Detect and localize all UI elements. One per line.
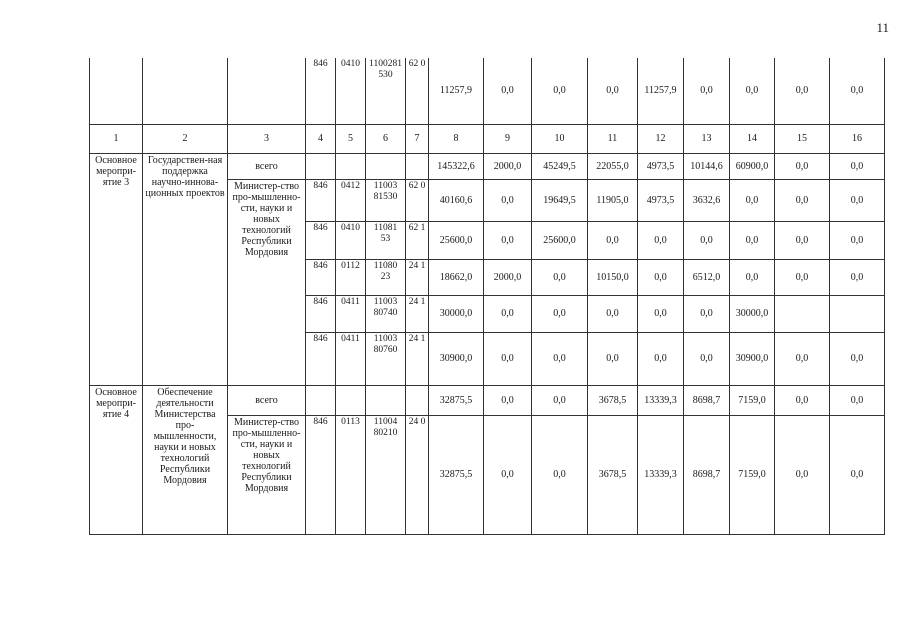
value-cell: 0,0 bbox=[638, 332, 684, 385]
value-cell: 0,0 bbox=[830, 415, 885, 534]
total-value-cell: 0,0 bbox=[775, 153, 830, 179]
value-cell: 0,0 bbox=[484, 58, 532, 124]
value-cell: 25600,0 bbox=[532, 221, 588, 259]
rzpr-code-cell: 0412 bbox=[336, 179, 366, 221]
value-cell: 0,0 bbox=[638, 259, 684, 295]
grbs-code-cell: 846 bbox=[306, 179, 336, 221]
total-value-cell: 0,0 bbox=[830, 385, 885, 415]
value-cell: 0,0 bbox=[830, 332, 885, 385]
value-cell: 2000,0 bbox=[484, 259, 532, 295]
page-number: 11 bbox=[876, 20, 889, 35]
rzpr-code-cell: 0411 bbox=[336, 295, 366, 332]
value-cell: 0,0 bbox=[484, 295, 532, 332]
total-value-cell: 32875,5 bbox=[429, 385, 484, 415]
total-value-cell: 0,0 bbox=[532, 385, 588, 415]
event-total-row bbox=[90, 385, 885, 415]
value-cell: 13339,3 bbox=[638, 415, 684, 534]
empty-cell bbox=[306, 385, 336, 415]
total-value-cell: 4973,5 bbox=[638, 153, 684, 179]
value-cell: 0,0 bbox=[830, 259, 885, 295]
csr-code-cell: 1100281 530 bbox=[366, 58, 406, 124]
column-number-cell: 2 bbox=[143, 124, 228, 153]
value-cell: 0,0 bbox=[588, 295, 638, 332]
value-cell: 11257,9 bbox=[429, 58, 484, 124]
value-cell: 0,0 bbox=[684, 332, 730, 385]
csr-code-cell: 11004 80210 bbox=[366, 415, 406, 534]
value-cell: 0,0 bbox=[730, 58, 775, 124]
total-value-cell: 2000,0 bbox=[484, 153, 532, 179]
column-number-cell: 9 bbox=[484, 124, 532, 153]
value-cell: 11257,9 bbox=[638, 58, 684, 124]
grbs-code-cell: 846 bbox=[306, 415, 336, 534]
value-cell: 0,0 bbox=[775, 58, 830, 124]
value-cell: 7159,0 bbox=[730, 415, 775, 534]
value-cell: 8698,7 bbox=[684, 415, 730, 534]
empty-cell bbox=[336, 153, 366, 179]
vr-code-cell: 62 0 bbox=[406, 58, 429, 124]
value-cell: 0,0 bbox=[684, 221, 730, 259]
value-cell: 0,0 bbox=[775, 221, 830, 259]
event-title-cell: Государствен-ная поддержка научно-иннова-ционных проектов bbox=[143, 153, 228, 385]
value-cell: 4973,5 bbox=[638, 179, 684, 221]
empty-cell bbox=[406, 153, 429, 179]
grbs-code-cell: 846 bbox=[306, 221, 336, 259]
value-cell: 18662,0 bbox=[429, 259, 484, 295]
value-cell: 0,0 bbox=[532, 415, 588, 534]
total-label-cell: всего bbox=[228, 153, 306, 179]
value-cell: 0,0 bbox=[532, 332, 588, 385]
event-name-cell: Основное меропри-ятие 4 bbox=[90, 385, 143, 534]
value-cell: 0,0 bbox=[684, 58, 730, 124]
total-value-cell: 45249,5 bbox=[532, 153, 588, 179]
column-number-cell: 14 bbox=[730, 124, 775, 153]
value-cell: 0,0 bbox=[775, 415, 830, 534]
value-cell: 11905,0 bbox=[588, 179, 638, 221]
column-number-cell: 8 bbox=[429, 124, 484, 153]
rzpr-code-cell: 0411 bbox=[336, 332, 366, 385]
column-number-cell: 16 bbox=[830, 124, 885, 153]
vr-code-cell: 62 0 bbox=[406, 179, 429, 221]
total-value-cell: 0,0 bbox=[484, 385, 532, 415]
column-number-cell: 3 bbox=[228, 124, 306, 153]
event-total-row bbox=[90, 153, 885, 179]
rzpr-code-cell: 0410 bbox=[336, 221, 366, 259]
column-number-cell: 1 bbox=[90, 124, 143, 153]
value-cell: 30000,0 bbox=[730, 295, 775, 332]
value-cell: 0,0 bbox=[684, 295, 730, 332]
empty-cell bbox=[228, 58, 306, 124]
value-cell: 0,0 bbox=[730, 179, 775, 221]
column-number-cell: 6 bbox=[366, 124, 406, 153]
value-cell: 30000,0 bbox=[429, 295, 484, 332]
value-cell: 0,0 bbox=[532, 58, 588, 124]
total-value-cell: 145322,6 bbox=[429, 153, 484, 179]
value-cell: 0,0 bbox=[830, 58, 885, 124]
event-name-cell: Основное меропри-ятие 3 bbox=[90, 153, 143, 385]
total-value-cell: 13339,3 bbox=[638, 385, 684, 415]
value-cell: 30900,0 bbox=[730, 332, 775, 385]
column-number-cell: 7 bbox=[406, 124, 429, 153]
value-cell: 0,0 bbox=[730, 221, 775, 259]
value-cell: 3632,6 bbox=[684, 179, 730, 221]
csr-code-cell: 11003 81530 bbox=[366, 179, 406, 221]
value-cell: 3678,5 bbox=[588, 415, 638, 534]
value-cell: 0,0 bbox=[588, 332, 638, 385]
value-cell: 32875,5 bbox=[429, 415, 484, 534]
csr-code-cell: 11080 23 bbox=[366, 259, 406, 295]
value-cell: 0,0 bbox=[484, 221, 532, 259]
value-cell bbox=[775, 295, 830, 332]
empty-cell bbox=[366, 385, 406, 415]
column-number-cell: 15 bbox=[775, 124, 830, 153]
empty-cell bbox=[306, 153, 336, 179]
value-cell: 0,0 bbox=[830, 221, 885, 259]
value-cell: 0,0 bbox=[484, 415, 532, 534]
value-cell: 0,0 bbox=[588, 58, 638, 124]
vr-code-cell: 24 1 bbox=[406, 332, 429, 385]
total-value-cell: 0,0 bbox=[775, 385, 830, 415]
vr-code-cell: 24 0 bbox=[406, 415, 429, 534]
column-number-cell: 10 bbox=[532, 124, 588, 153]
value-cell: 0,0 bbox=[775, 259, 830, 295]
value-cell: 0,0 bbox=[730, 259, 775, 295]
column-number-row bbox=[90, 124, 885, 153]
value-cell: 30900,0 bbox=[429, 332, 484, 385]
rzpr-code-cell: 0112 bbox=[336, 259, 366, 295]
csr-code-cell: 11081 53 bbox=[366, 221, 406, 259]
executor-cell: Министер-ство про-мышленно-сти, науки и новых технологий Республики Мордовия bbox=[228, 179, 306, 385]
total-value-cell: 10144,6 bbox=[684, 153, 730, 179]
value-cell: 0,0 bbox=[638, 221, 684, 259]
total-label-cell: всего bbox=[228, 385, 306, 415]
total-value-cell: 22055,0 bbox=[588, 153, 638, 179]
budget-table bbox=[89, 58, 885, 535]
grbs-code-cell: 846 bbox=[306, 332, 336, 385]
vr-code-cell: 24 1 bbox=[406, 295, 429, 332]
empty-cell bbox=[143, 58, 228, 124]
value-cell: 0,0 bbox=[830, 179, 885, 221]
empty-cell bbox=[406, 385, 429, 415]
empty-cell bbox=[366, 153, 406, 179]
csr-code-cell: 11003 80760 bbox=[366, 332, 406, 385]
column-number-cell: 11 bbox=[588, 124, 638, 153]
grbs-code-cell: 846 bbox=[306, 295, 336, 332]
value-cell: 6512,0 bbox=[684, 259, 730, 295]
grbs-code-cell: 846 bbox=[306, 58, 336, 124]
total-value-cell: 7159,0 bbox=[730, 385, 775, 415]
value-cell: 40160,6 bbox=[429, 179, 484, 221]
value-cell: 0,0 bbox=[588, 221, 638, 259]
total-value-cell: 60900,0 bbox=[730, 153, 775, 179]
total-value-cell: 0,0 bbox=[830, 153, 885, 179]
value-cell: 25600,0 bbox=[429, 221, 484, 259]
csr-code-cell: 11003 80740 bbox=[366, 295, 406, 332]
rzpr-code-cell: 0410 bbox=[336, 58, 366, 124]
column-number-cell: 12 bbox=[638, 124, 684, 153]
value-cell: 0,0 bbox=[638, 295, 684, 332]
total-value-cell: 3678,5 bbox=[588, 385, 638, 415]
empty-cell bbox=[90, 58, 143, 124]
value-cell: 19649,5 bbox=[532, 179, 588, 221]
value-cell: 10150,0 bbox=[588, 259, 638, 295]
value-cell: 0,0 bbox=[484, 179, 532, 221]
value-cell: 0,0 bbox=[775, 179, 830, 221]
value-cell: 0,0 bbox=[532, 295, 588, 332]
total-value-cell: 8698,7 bbox=[684, 385, 730, 415]
grbs-code-cell: 846 bbox=[306, 259, 336, 295]
value-cell: 0,0 bbox=[532, 259, 588, 295]
event-title-cell: Обеспечение деятельности Министерства про-мышленности, науки и новых технологий Республики Мордовия bbox=[143, 385, 228, 534]
value-cell: 0,0 bbox=[484, 332, 532, 385]
value-cell bbox=[830, 295, 885, 332]
executor-cell: Министер-ство про-мышленно-сти, науки и новых технологий Республики Мордовия bbox=[228, 415, 306, 534]
vr-code-cell: 24 1 bbox=[406, 259, 429, 295]
column-number-cell: 13 bbox=[684, 124, 730, 153]
empty-cell bbox=[336, 385, 366, 415]
column-number-cell: 5 bbox=[336, 124, 366, 153]
value-cell: 0,0 bbox=[775, 332, 830, 385]
column-number-cell: 4 bbox=[306, 124, 336, 153]
rzpr-code-cell: 0113 bbox=[336, 415, 366, 534]
table-row bbox=[90, 58, 885, 124]
vr-code-cell: 62 1 bbox=[406, 221, 429, 259]
